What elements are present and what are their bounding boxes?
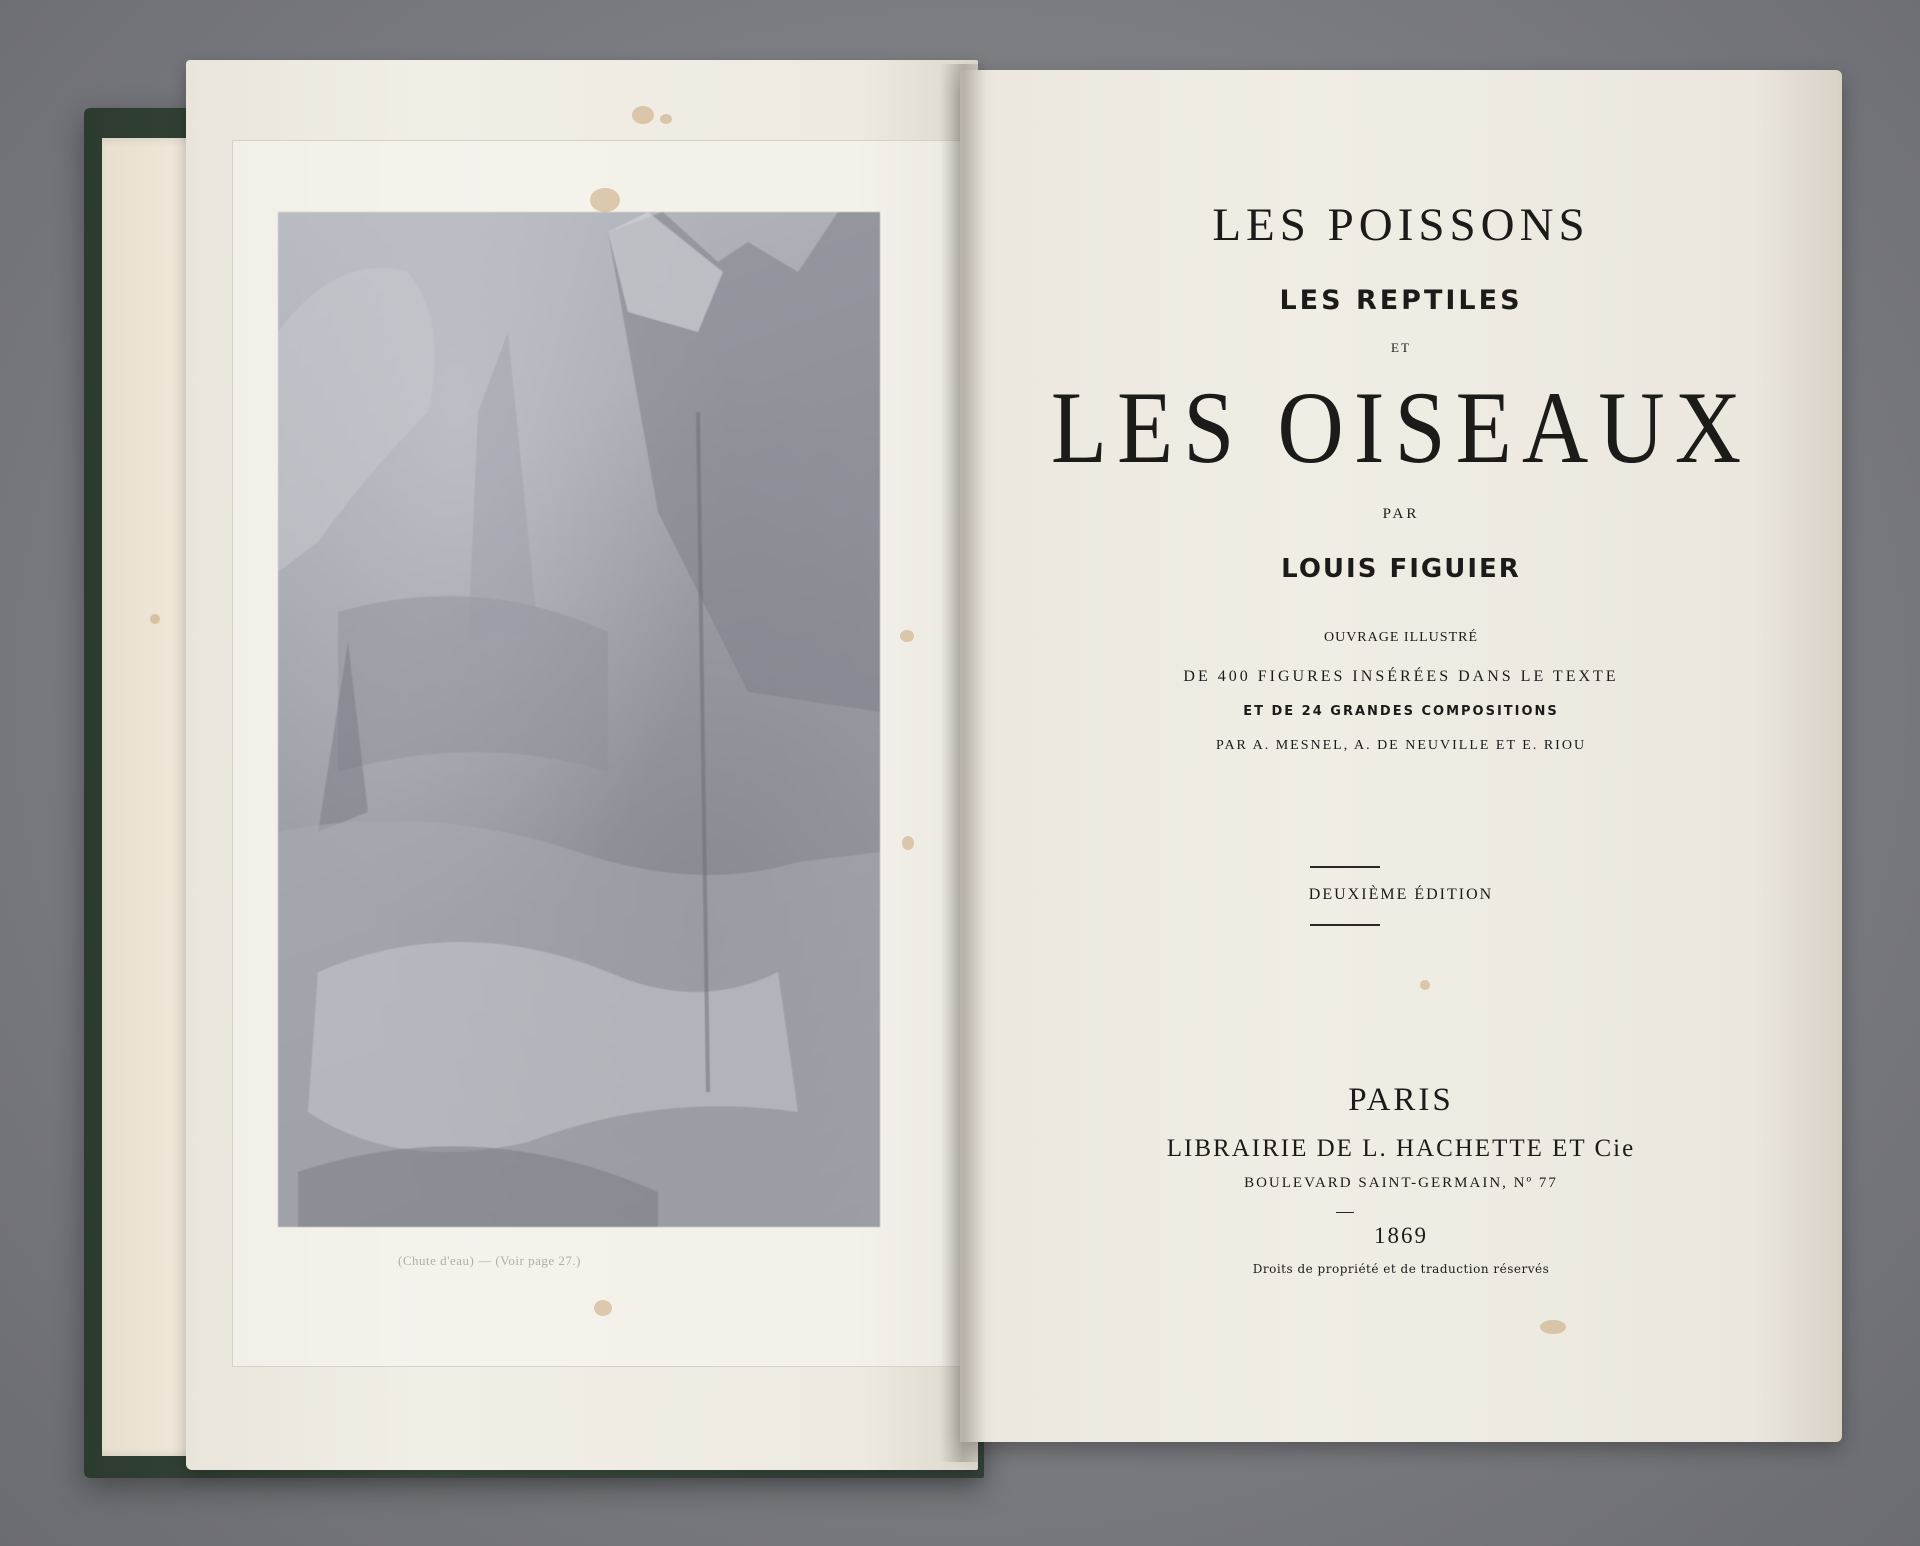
foxing-stain	[632, 106, 654, 124]
foxing-stain	[150, 614, 160, 624]
publication-year: 1869	[1374, 1223, 1428, 1248]
foxing-stain	[594, 1300, 612, 1316]
by-label: PAR	[1382, 506, 1420, 522]
author-name: LOUIS FIGUIER	[1281, 554, 1521, 584]
foxing-stain	[1420, 980, 1430, 990]
publisher-name: LIBRAIRIE DE L. HACHETTE ET Cie	[1166, 1135, 1636, 1162]
illustrated-note: OUVRAGE ILLUSTRÉ	[1323, 630, 1479, 645]
foxing-stain	[590, 188, 620, 212]
book-gutter	[940, 64, 986, 1462]
publisher-address: BOULEVARD SAINT-GERMAIN, Nº 77	[1244, 1175, 1558, 1191]
frontispiece-engraving	[278, 212, 880, 1227]
figures-note: DE 400 FIGURES INSÉRÉES DANS LE TEXTE	[1183, 668, 1619, 685]
frontispiece-caption: (Chute d'eau) — (Voir page 27.)	[398, 1253, 581, 1268]
rights-notice: Droits de propriété et de traduction réservés	[1252, 1262, 1550, 1276]
divider-rule	[1310, 866, 1380, 868]
imprint-city: PARIS	[1348, 1082, 1454, 1118]
compositions-note: ET DE 24 GRANDES COMPOSITIONS	[1243, 704, 1559, 719]
illustrators-note: PAR A. MESNEL, A. DE NEUVILLE ET E. RIOU	[1215, 738, 1587, 753]
title-line-1: LES POISSONS	[1212, 199, 1590, 251]
edition-label: DEUXIÈME ÉDITION	[1308, 886, 1494, 903]
short-rule	[1336, 1212, 1354, 1213]
title-line-3: LES OISEAUX	[1050, 370, 1752, 485]
foxing-stain	[900, 630, 914, 642]
divider-rule	[1310, 924, 1380, 926]
foxing-stain	[902, 836, 914, 850]
foxing-stain	[660, 114, 672, 124]
title-conjunction: ET	[1391, 340, 1411, 355]
title-line-2: LES REPTILES	[1279, 285, 1523, 316]
foxing-stain	[1540, 1320, 1566, 1334]
